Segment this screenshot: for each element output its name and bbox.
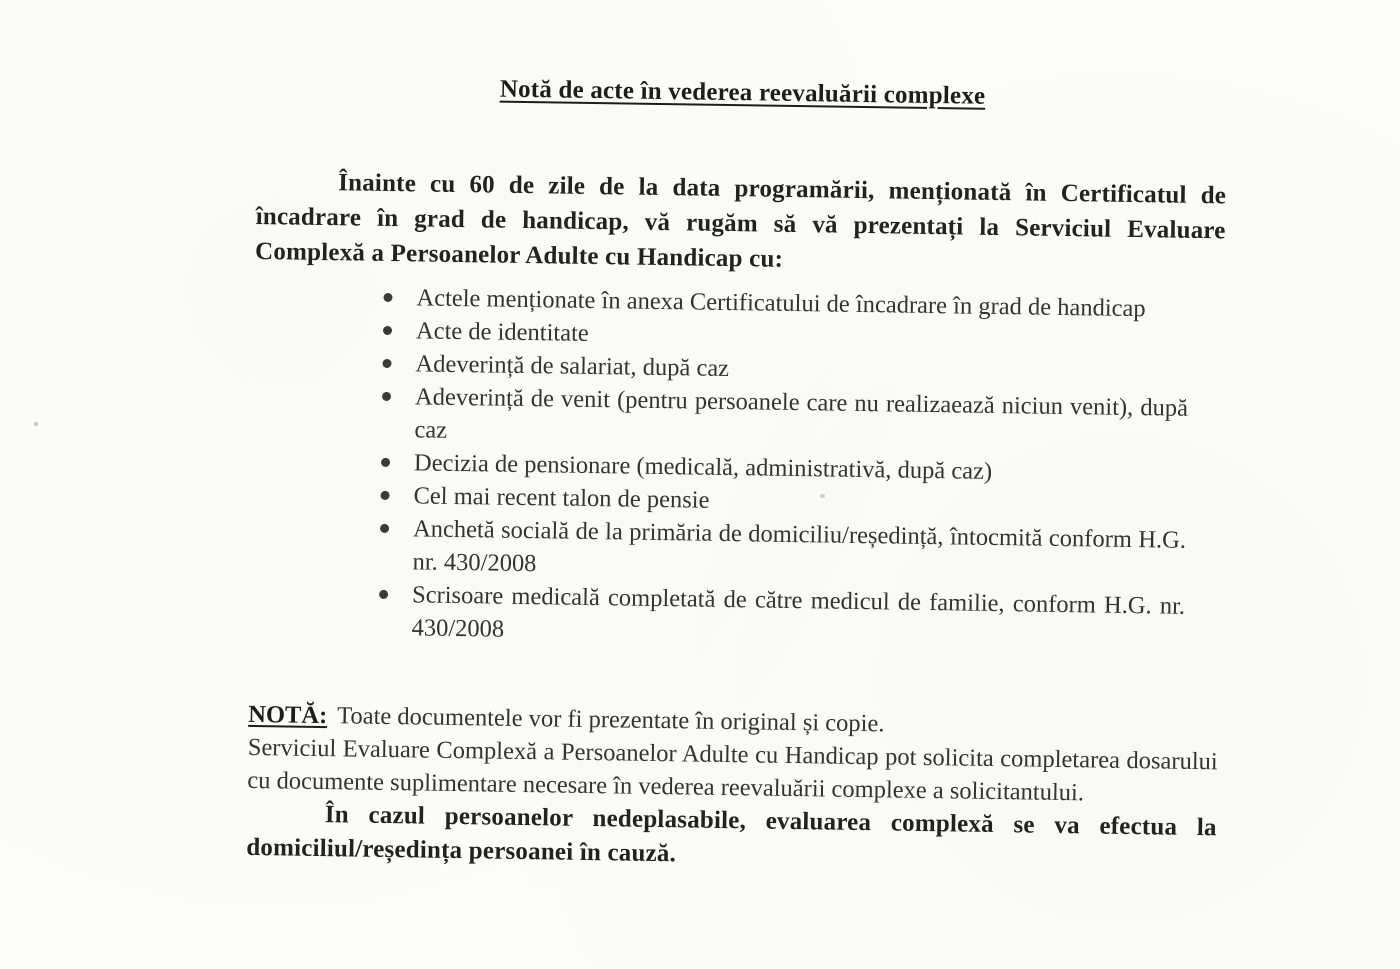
document-title-text: Notă de acte în vederea reevaluării complexe	[499, 75, 986, 110]
closing-paragraph: În cazul persoanelor nedeplasabile, evaluarea complexă se va efectua la domiciliul/reședința persoanei în cauză.	[246, 801, 1217, 868]
nota-section	[246, 698, 1218, 879]
document-title	[257, 72, 1227, 114]
nota-sentence: Toate documentele vor fi prezentate în original și copie.	[337, 702, 885, 738]
list-item: Acte de identitate	[381, 314, 1189, 359]
list-item: Scrisoare medicală completată de către medicul de familie, conform H.G. nr. 430/2008	[376, 578, 1185, 656]
nota-label: NOTĂ:	[248, 700, 328, 730]
list-item: Adeverință de salariat, după caz	[380, 347, 1188, 392]
list-item: Anchetă socială de la primăria de domiciliu/reședință, întocmită conform H.G. nr. 430/2008	[377, 512, 1186, 590]
nota-continuation-paragraph: Serviciul Evaluare Complexă a Persoanelor Adulte cu Handicap pot solicita completarea dosarului cu documente suplimentare necesare în vederea reevaluării complexe a solicitantului.	[247, 733, 1218, 807]
scan-speck	[34, 422, 38, 426]
required-documents-list	[249, 279, 1224, 656]
list-item: Actele menționate în anexa Certificatului de încadrare în grad de handicap	[381, 281, 1189, 326]
list-item: Cel mai recent talon de pensie	[378, 479, 1186, 524]
list-item: Adeverință de venit (pentru persoanele care nu realizaează niciun venit), după caz	[379, 380, 1188, 458]
document-content	[246, 60, 1228, 879]
intro-paragraph: Înainte cu 60 de zile de la data programării, menționată în Certificatul de încadrare în grad de handicap, vă rugăm să vă prezentați la Serviciul Evaluare Complexă a Persoanelor Adulte cu Handicap cu:	[254, 169, 1227, 273]
list-item: Decizia de pensionare (medicală, administrativă, după caz)	[379, 446, 1187, 491]
